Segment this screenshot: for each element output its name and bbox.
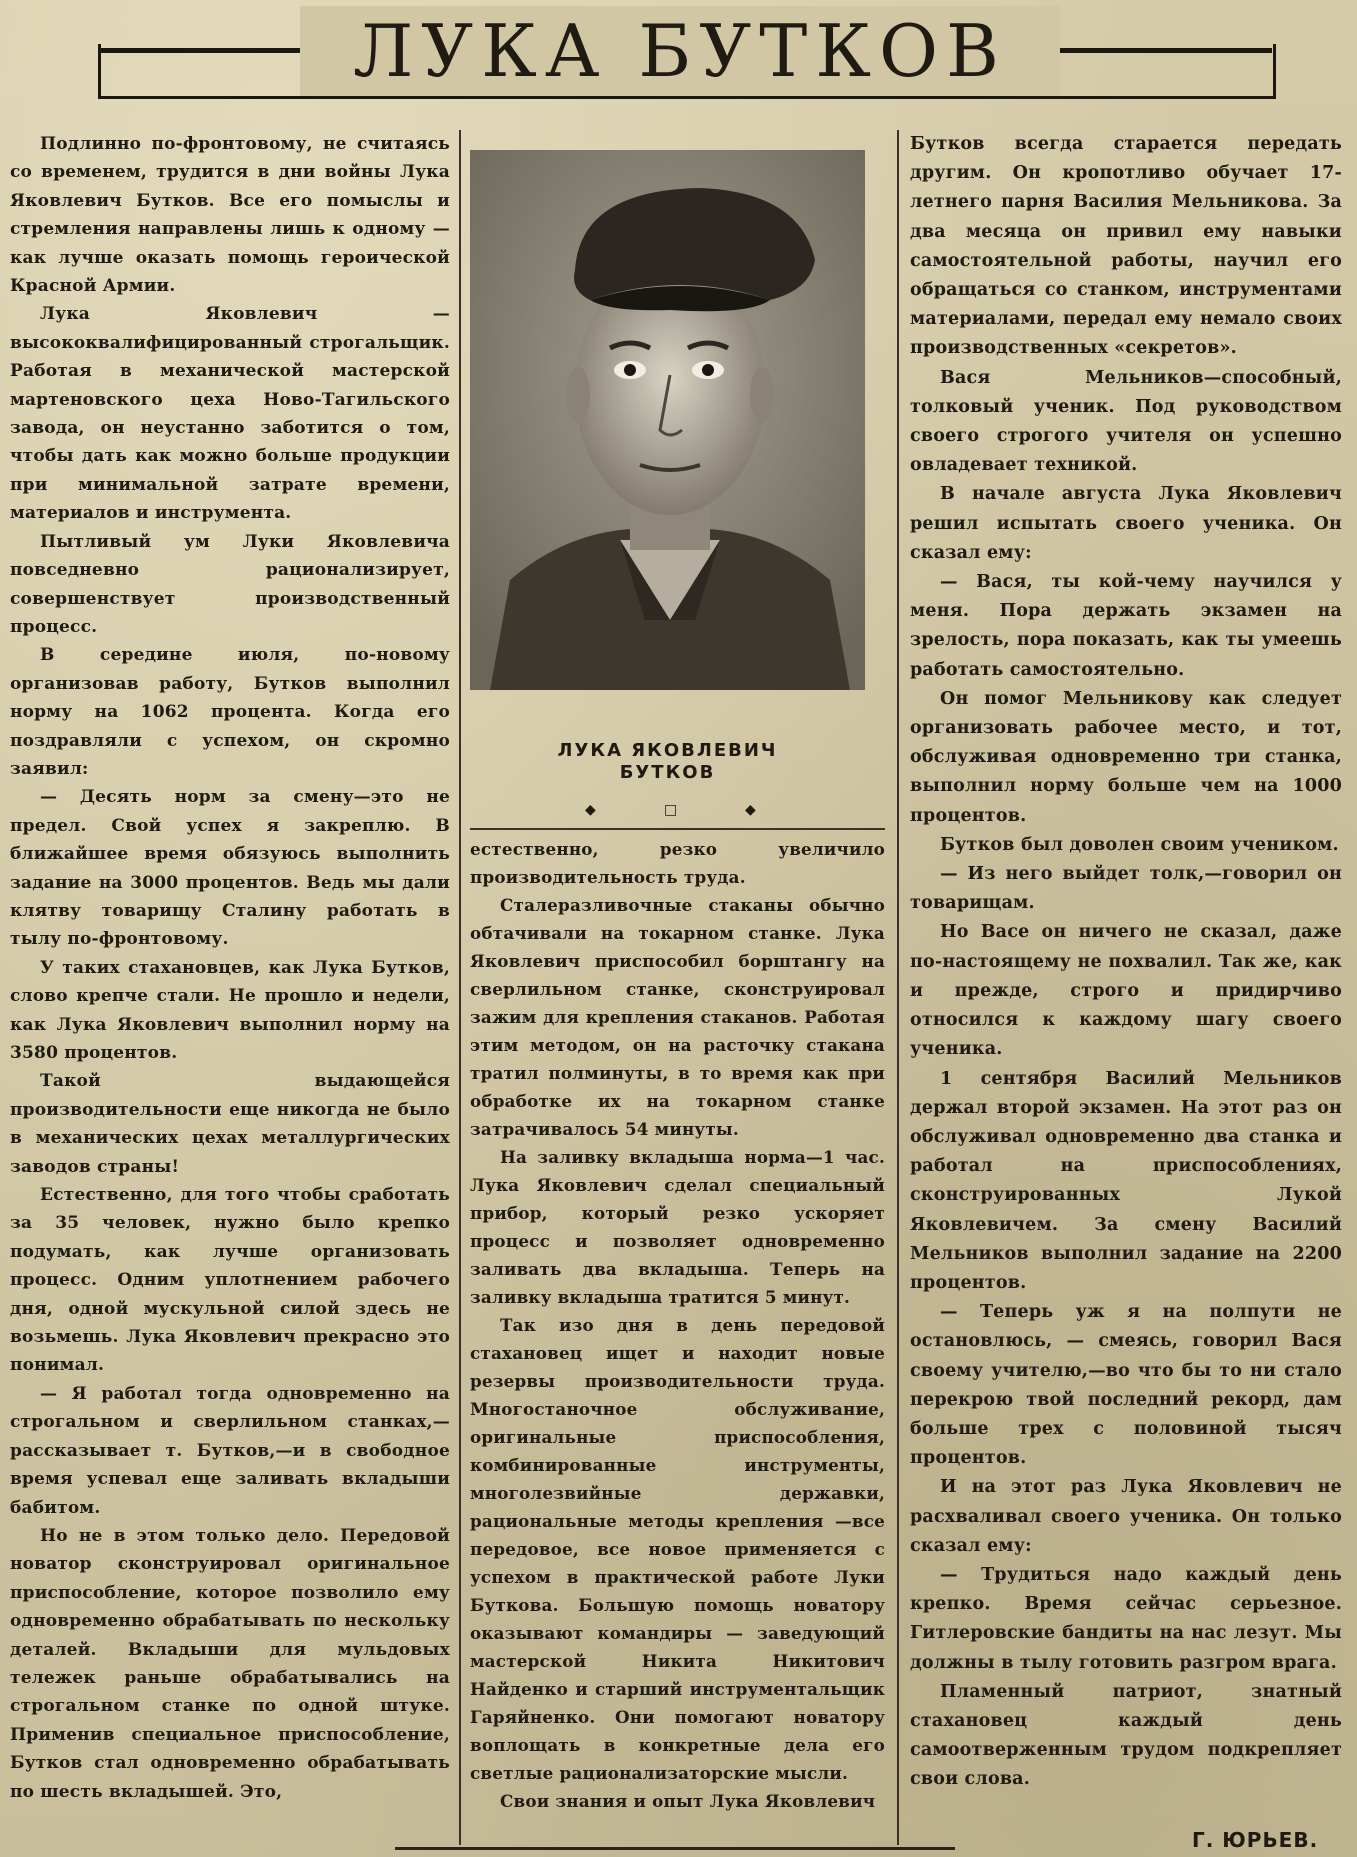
column-right	[910, 130, 1342, 1795]
paragraph: Сталеразливочные стаканы обычно обтачивали на токарном станке. Лука Яковлевич приспособил борштангу на сверлильном станке, сконструировал зажим для крепления стаканов. Работая этим методом, он на расточку стакана тратил полминуты, в то время как при обработке их на токарном станке затрачивалось 54 минуты.	[470, 895, 885, 1139]
paragraph: Но не в этом только дело. Передовой новатор сконструировал оригинальное приспособление, которое позволило ему одновременно обрабатывать по нескольку деталей. Вкладыши для мульдовых тележек раньше обрабатывались на строгальном станке по одной штуке. Применив специальное приспособление, Бутков стал одновременно обрабатывать по шесть вкладышей. Это,	[10, 1525, 450, 1802]
column-middle	[470, 835, 885, 1815]
paragraph: В начале августа Лука Яковлевич решил испытать своего ученика. Он сказал ему:	[910, 484, 1342, 563]
paragraph: Вася Мельников—способный, толковый ученик. Под руководством своего строгого учителя он успешно овладевает техникой.	[910, 367, 1342, 476]
paragraph: Пламенный патриот, знатный стахановец каждый день самоотверженным трудом подкрепляет свои слова.	[910, 1681, 1342, 1790]
photo-caption	[470, 740, 865, 784]
portrait-photo	[470, 150, 865, 690]
ornament-square: □	[664, 802, 678, 818]
article-title: ЛУКА БУТКОВ	[300, 6, 1060, 96]
paragraph: На заливку вкладыша норма—1 час. Лука Яковлевич сделал специальный прибор, который резко ускоряет процесс и позволяет одновременно заливать два вкладыша. Теперь на заливку вкладыша тратится 5 минут.	[470, 1147, 885, 1307]
paragraph: Естественно, для того чтобы сработать за 35 человек, нужно было крепко подумать, как лучше организовать процесс. Одним уплотнением рабочего дня, одной мускульной силой здесь не возьмешь. Лука Яковлевич прекрасно это понимал.	[10, 1185, 450, 1376]
paragraph: — Трудиться надо каждый день крепко. Время сейчас серьезное. Гитлеровские бандиты на нас лезут. Мы должны в тылу готовить разгром врага.	[910, 1564, 1342, 1673]
paragraph: Он помог Мельникову как следует организовать рабочее место, и тот, обслуживая одновременно три станка, выполнил норму больше чем на 1000 процентов.	[910, 688, 1342, 826]
column-divider-left	[459, 130, 461, 1845]
paragraph: Бутков всегда старается передать другим. Он кропотливо обучает 17-летнего парня Василия Мельникова. За два месяца он привил ему навыки самостоятельной работы, научил его обращаться со станком, инструментами материалами, передал ему немало своих производственных «секретов».	[910, 134, 1342, 359]
caption-name: ЛУКА ЯКОВЛЕВИЧ	[557, 740, 778, 761]
paragraph: Пытливый ум Луки Яковлевича повседневно рационализирует, совершенствует производственный процесс.	[10, 531, 450, 637]
paragraph: — Из него выйдет толк,—говорил он товарищам.	[910, 864, 1342, 914]
paragraph: У таких стахановцев, как Лука Бутков, слово крепче стали. Не прошло и недели, как Лука Яковлевич выполнил норму на 3580 процентов.	[10, 957, 450, 1063]
ornament-diamond-left: ◆	[585, 802, 596, 818]
paragraph: — Десять норм за смену—это не предел. Свой успех я закреплю. В ближайшее время обязуюсь выполнить задание на 3000 процентов. Ведь мы дали клятву товарищу Сталину работать в тылу по-фронтовому.	[10, 787, 450, 950]
paragraph: — Вася, ты кой-чему научился у меня. Пора держать экзамен на зрелость, пора показать, как ты умеешь работать самостоятельно.	[910, 572, 1342, 680]
paragraph: естественно, резко увеличило производительность труда.	[470, 839, 885, 887]
paragraph: — Теперь уж я на полпути не остановлюсь, — смеясь, говорил Вася своему учителю,—во что бы то ни стало перекрою твой последний рекорд, дам больше трех с половиной тысяч процентов.	[910, 1302, 1342, 1469]
paragraph: В середине июля, по-новому организовав работу, Бутков выполнил норму на 1062 процента. Когда его поздравляли с успехом, он скромно заявил:	[10, 645, 450, 779]
bottom-rule	[395, 1847, 955, 1850]
paragraph: Подлинно по-фронтовому, не считаясь со временем, трудится в дни войны Лука Яковлевич Бутков. Все его помыслы и стремления направлены лишь к одному — как лучше оказать помощь героической Красной Армии.	[10, 134, 450, 297]
paragraph: Бутков был доволен своим учеником.	[940, 834, 1339, 855]
paragraph: — Я работал тогда одновременно на строгальном и сверлильном станках,— рассказывает т. Бутков,—и в свободное время успевал еще заливать вкладыши бабитом.	[10, 1383, 450, 1518]
paragraph: Свои знания и опыт Лука Яковлевич	[500, 1791, 876, 1811]
paragraph: Лука Яковлевич — высококвалифицированный строгальщик. Работая в механической мастерской мартеновского цеха Ново-Тагильского завода, он неустанно заботится о том, чтобы дать как можно больше продукции при минимальной затрате времени, материалов и инструмента.	[10, 304, 450, 524]
paragraph: Такой выдающейся производительности еще никогда не было в механических цехах металлургических заводов страны!	[10, 1071, 450, 1177]
portrait-illustration	[470, 150, 865, 690]
paragraph: Но Васе он ничего не сказал, даже по-настоящему не похвалил. Так же, как и прежде, строго и придирчиво относился к каждому шагу своего ученика.	[910, 922, 1342, 1060]
caption-divider	[470, 828, 885, 830]
author-signature: Г. ЮРЬЕВ.	[1192, 1828, 1319, 1852]
caption-surname: БУТКОВ	[619, 762, 716, 783]
column-divider-right	[897, 130, 899, 1845]
paragraph: И на этот раз Лука Яковлевич не расхваливал своего ученика. Он только сказал ему:	[910, 1477, 1342, 1556]
column-left	[10, 130, 450, 1806]
paragraph: Так изо дня в день передовой стахановец ищет и находит новые резервы производительности труда. Многостаночное обслуживание, оригинальные приспособления, комбинированные инструменты, многолезвийные державки, рациональные методы крепления —все передовое, все новое применяется с успехом в практической работе Луки Буткова. Большую помощь новатору оказывают командиры — заведующий мастерской Никита Никитович Найденко и старший инструментальщик Гаряйненко. Они помогают новатору воплощать в конкретные дела его светлые рационализаторские мысли.	[470, 1315, 885, 1783]
paragraph: 1 сентября Василий Мельников держал второй экзамен. На этот раз он обслуживал одновременно два станка и работал на приспособлениях, сконструированных Лукой Яковлевичем. За смену Василий Мельников выполнил задание на 2200 процентов.	[910, 1068, 1342, 1293]
ornament-diamond-right: ◆	[745, 802, 756, 818]
